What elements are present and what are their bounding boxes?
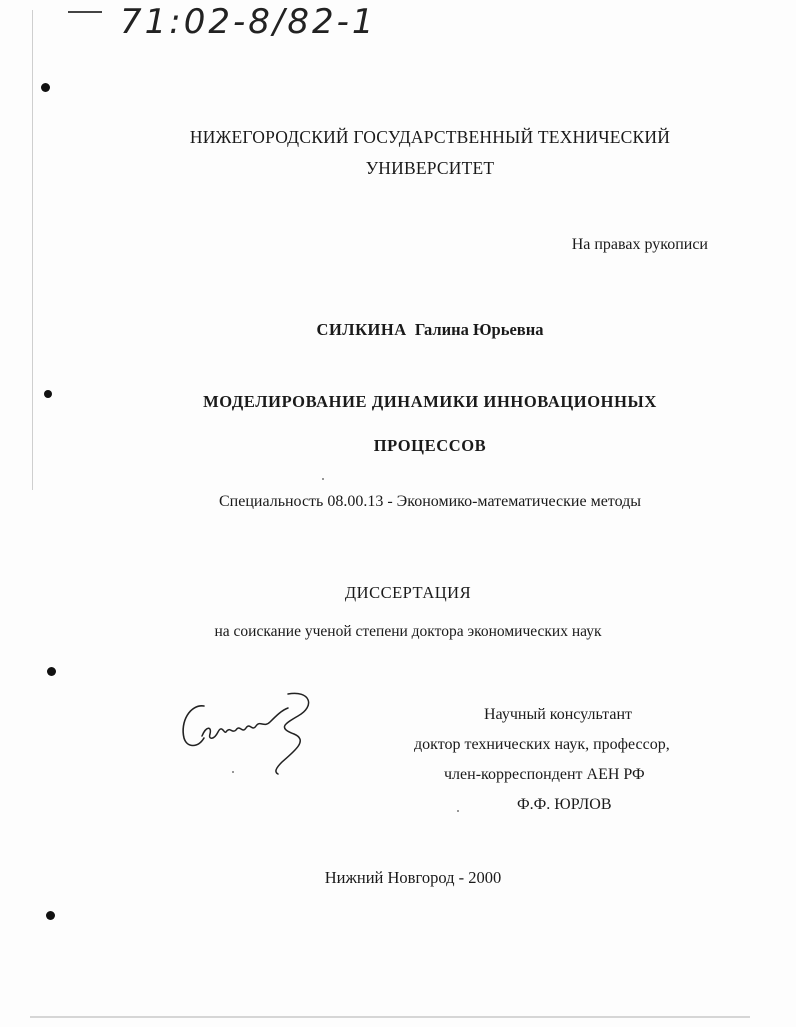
consultant-name: Ф.Ф. ЮРЛОВ — [517, 796, 612, 813]
scan-bottom-edge — [30, 1016, 750, 1018]
signature-icon — [178, 688, 328, 778]
scan-speck — [322, 478, 324, 480]
title-line-2: ПРОЦЕССОВ — [373, 436, 487, 455]
city-and-year: Нижний Новгород - 2000 — [324, 868, 502, 887]
scan-speck — [457, 810, 459, 812]
archive-number: 71:02-8/82-1 — [120, 2, 377, 42]
degree-line: на соискание ученой степени доктора экономических наук — [214, 623, 602, 640]
document-type: ДИССЕРТАЦИЯ — [344, 583, 472, 602]
university-line-1: НИЖЕГОРОДСКИЙ ГОСУДАРСТВЕННЫЙ ТЕХНИЧЕСКИЙ — [189, 127, 671, 147]
title-line-1: МОДЕЛИРОВАНИЕ ДИНАМИКИ ИННОВАЦИОННЫХ — [203, 392, 657, 411]
binding-hole-mark — [46, 911, 55, 920]
specialty-line: Специальность 08.00.13 - Экономико-математические методы — [219, 493, 641, 510]
dissertation-title — [0, 380, 796, 468]
handwritten-mark — [68, 11, 102, 13]
consultant-role: Научный консультант — [484, 706, 632, 723]
author-given-names: Галина Юрьевна — [414, 320, 544, 339]
author-surname: СИЛКИНА — [316, 320, 407, 339]
binding-hole-mark — [41, 83, 50, 92]
binding-hole-mark — [47, 667, 56, 676]
author-name — [0, 320, 796, 340]
consultant-membership: член-корреспондент АЕН РФ — [444, 766, 645, 783]
consultant-credentials: доктор технических наук, профессор, — [414, 736, 670, 753]
university-name — [0, 122, 796, 184]
university-line-2: УНИВЕРСИТЕТ — [365, 158, 495, 178]
manuscript-note: На правах рукописи — [571, 236, 708, 253]
